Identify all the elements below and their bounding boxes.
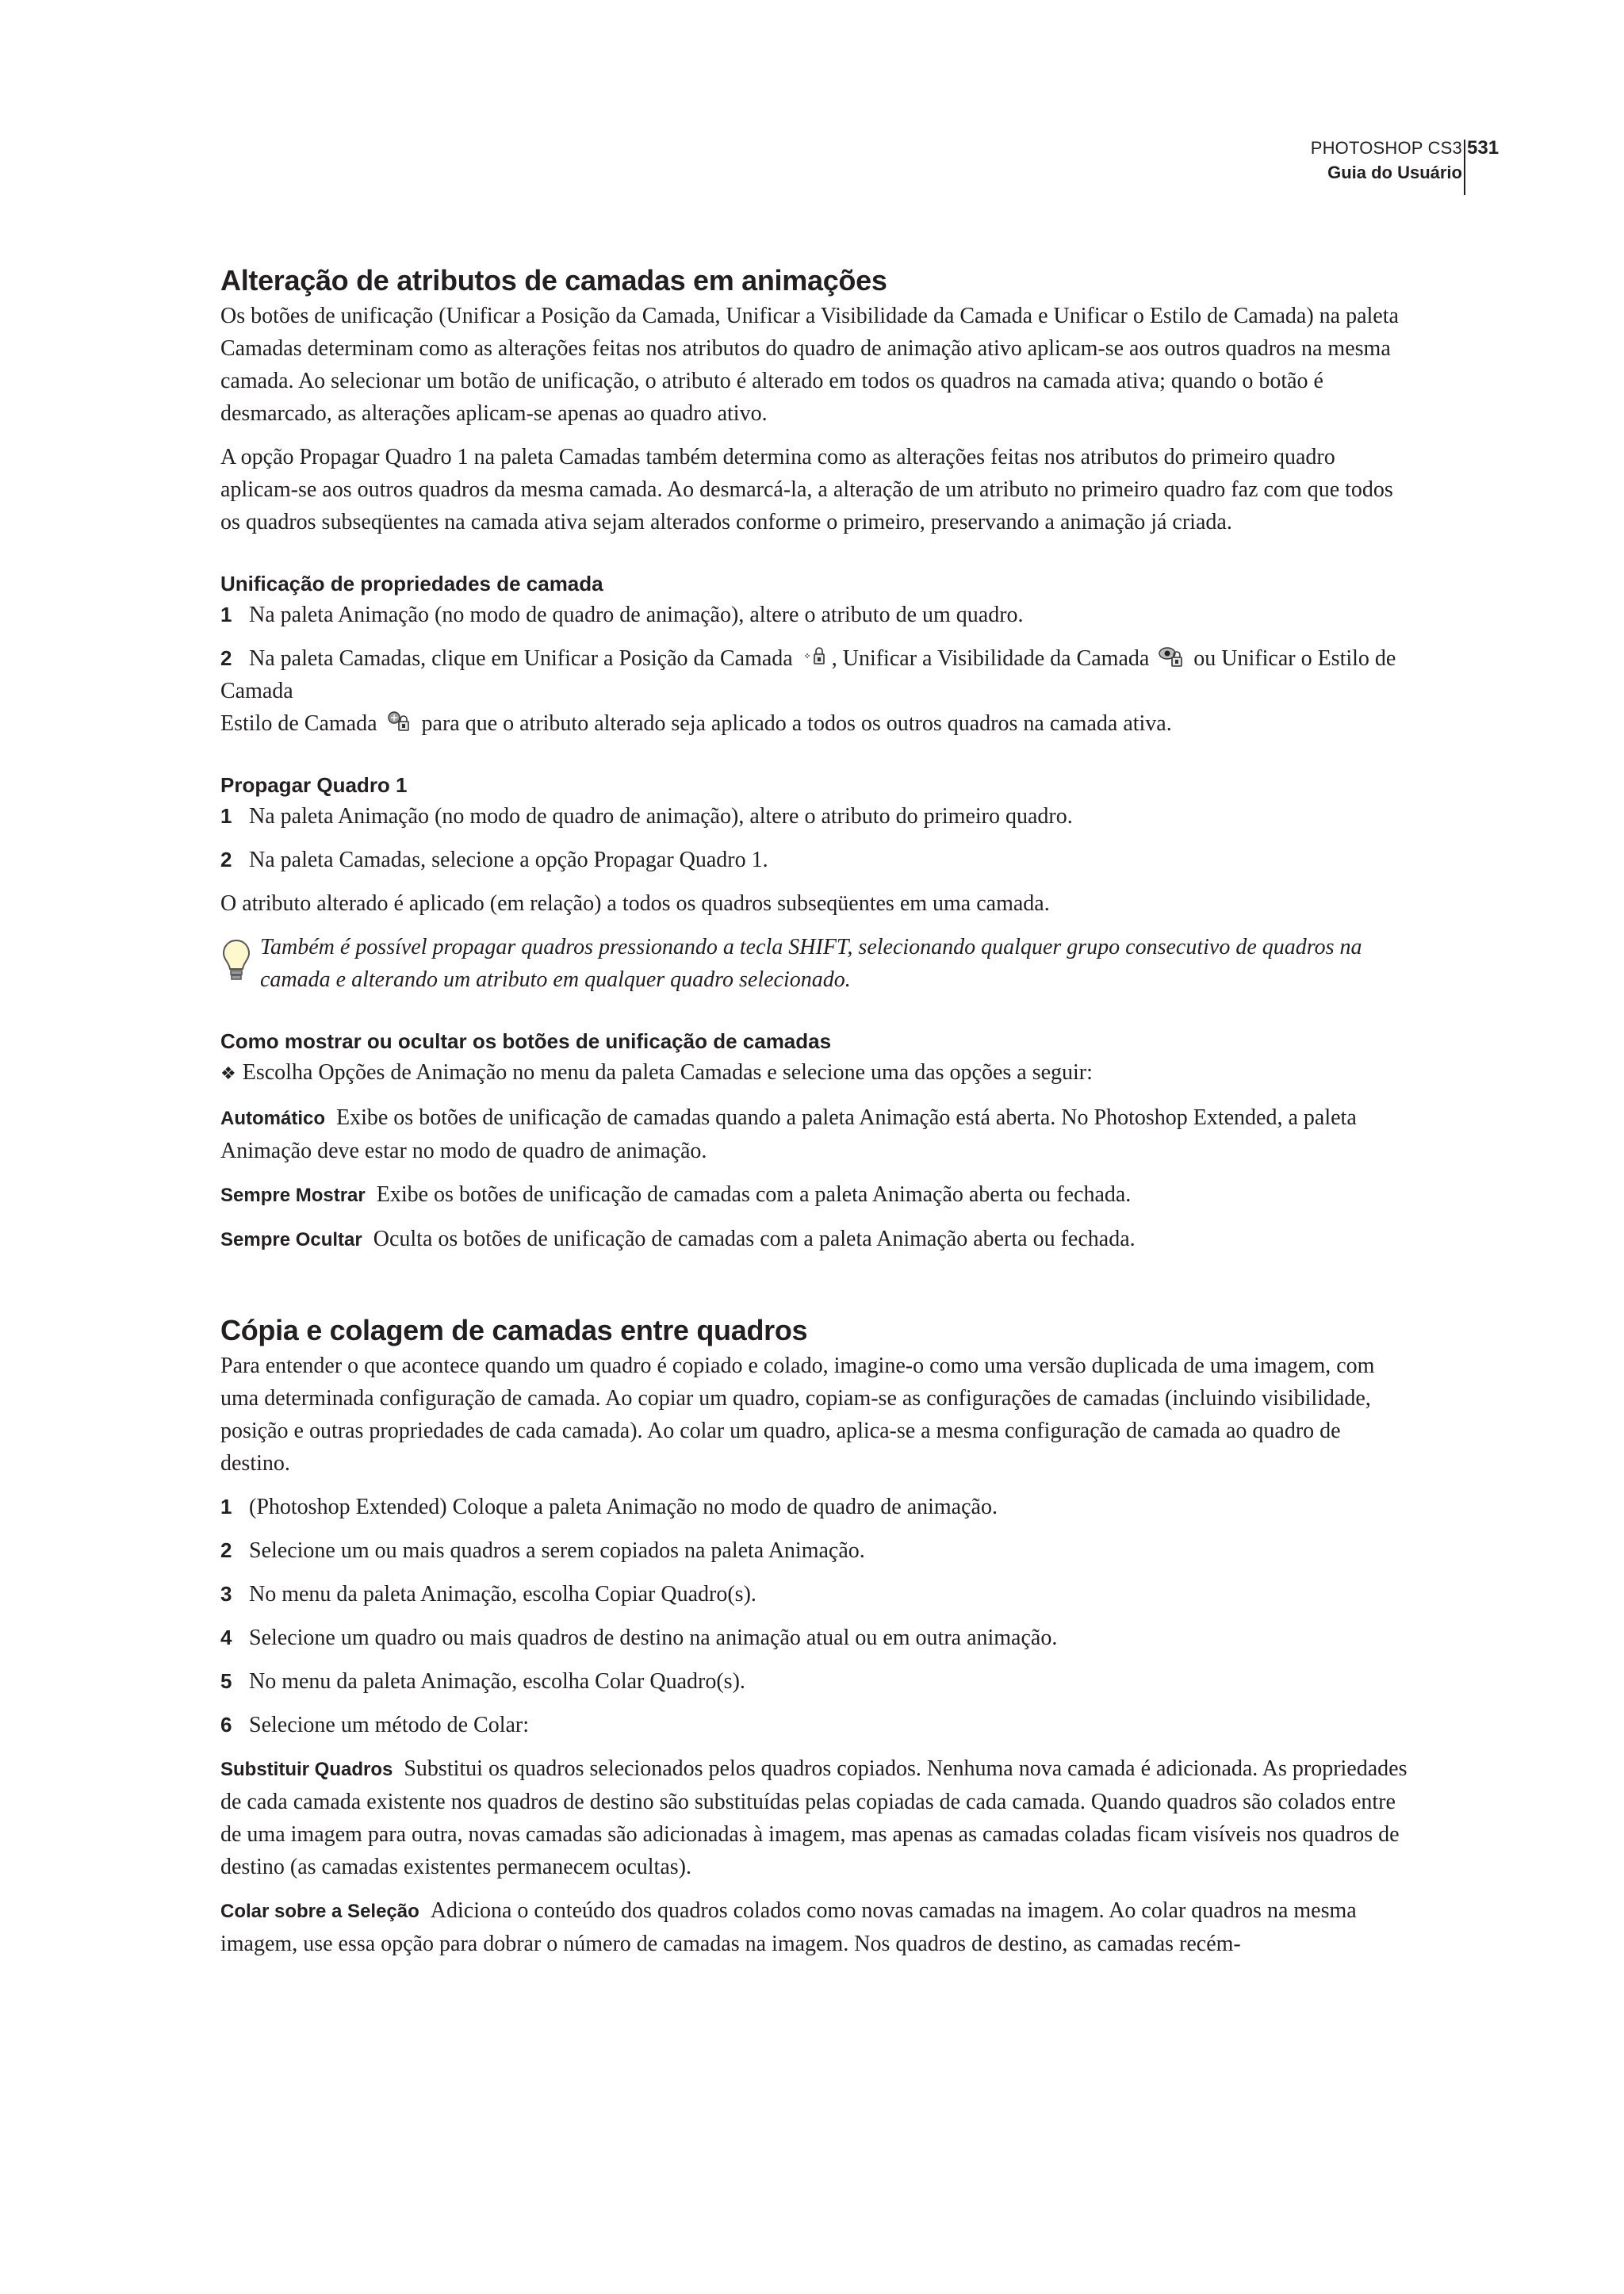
method-desc: Adiciona o conteúdo dos quadros colados como novas camadas na imagem. Ao colar quadros na mesma imagem, use essa opção para dobrar o número de camadas na imagem. Nos quadros de destino, as camadas recém- <box>220 1898 1357 1956</box>
lightbulb-icon <box>220 937 252 983</box>
step-number: 2 <box>220 848 232 871</box>
paragraph: Para entender o que acontece quando um quadro é copiado e colado, imagine-o como uma versão duplicada de uma imagem, com uma determinada configuração de camada. Ao copiar um quadro, copiam-se as configurações de camadas (incluindo visibilidade, posição e outras propriedades de cada camada). Ao colar um quadro, aplica-se a mesma configuração de camada ao quadro de destino. <box>220 1354 1375 1476</box>
option-desc: Exibe os botões de unificação de camadas com a paleta Animação aberta ou fechada. <box>376 1182 1132 1207</box>
step-number: 2 <box>220 646 232 670</box>
step-number: 1 <box>220 1495 232 1518</box>
instruction-text: Escolha Opções de Animação no menu da paleta Camadas e selecione uma das opções a seguir: <box>242 1060 1093 1085</box>
step <box>220 1709 1415 1741</box>
method-entry <box>220 1894 1415 1960</box>
step-text: No menu da paleta Animação, escolha Copiar Quadro(s). <box>249 1582 756 1607</box>
step-text: para que o atributo alterado seja aplicado a todos os outros quadros na camada ativa. <box>416 711 1172 736</box>
option-entry <box>220 1223 1415 1256</box>
step-number: 5 <box>220 1669 232 1693</box>
step <box>220 642 1415 740</box>
unify-position-icon <box>802 645 829 668</box>
step-text: Na paleta Animação (no modo de quadro de animação), altere o atributo de um quadro. <box>249 603 1024 627</box>
step-text: Selecione um quadro ou mais quadros de destino na animação atual ou em outra animação. <box>249 1626 1058 1650</box>
option-entry <box>220 1178 1415 1212</box>
step <box>220 800 1415 833</box>
subsection-heading: Unificação de propriedades de camada <box>220 572 603 596</box>
step-number: 1 <box>220 804 232 828</box>
method-term: Colar sobre a Seleção <box>220 1901 419 1922</box>
step-text: , Unificar a Visibilidade da Camada <box>831 646 1150 671</box>
method-term: Substituir Quadros <box>220 1759 393 1780</box>
step-text: Na paleta Camadas, clique em Unificar a Posição da Camada <box>249 646 793 671</box>
header-guide: Guia do Usuário <box>1327 163 1462 182</box>
step-number: 1 <box>220 603 232 626</box>
step-number: 4 <box>220 1626 232 1649</box>
option-entry <box>220 1101 1415 1167</box>
bullet-diamond-icon: ❖ <box>220 1064 236 1084</box>
paragraph: O atributo alterado é aplicado (em relação) a todos os quadros subseqüentes em uma camada. <box>220 891 1050 916</box>
method-desc: Substitui os quadros selecionados pelos quadros copiados. Nenhuma nova camada é adicionada. As propriedades de cada camada existente nos quadros de destino são substituídas pelas copiadas de cada camada. Quando quadros são colados entre de uma imagem para outra, novas camadas são adicionadas à imagem, mas apenas as camadas coladas ficam visíveis nos quadros de destino (as camadas existentes permanecem ocultas). <box>220 1756 1408 1879</box>
unify-style-icon <box>386 710 413 733</box>
page-number: 531 <box>1467 137 1500 159</box>
subsection-heading: Propagar Quadro 1 <box>220 773 408 797</box>
option-term: Sempre Ocultar <box>220 1229 362 1250</box>
unify-visibility-icon <box>1158 645 1185 668</box>
paragraph: Os botões de unificação (Unificar a Posição da Camada, Unificar a Visibilidade da Camada e Unificar o Estilo de Camada) na paleta Camadas determinam como as alterações feitas nos atributos do quadro de animação ativo aplicam-se aos outros quadros na mesma camada. Ao selecionar um botão de unificação, o atributo é alterado em todos os quadros na camada ativa; quando o botão é desmarcado, as alterações aplicam-se apenas ao quadro ativo. <box>220 304 1399 426</box>
step <box>220 844 1415 876</box>
option-term: Automático <box>220 1108 325 1129</box>
step-number: 6 <box>220 1713 232 1737</box>
section-title: Cópia e colagem de camadas entre quadros <box>220 1314 808 1346</box>
header-text <box>1311 136 1462 186</box>
step-text-continued: Estilo de Camada <box>220 711 377 736</box>
option-desc: Oculta os botões de unificação de camadas com a paleta Animação aberta ou fechada. <box>373 1227 1136 1251</box>
step-text: ou Unificar o Estilo de Camada <box>220 646 1396 703</box>
step-text: Na paleta Animação (no modo de quadro de animação), altere o atributo do primeiro quadro. <box>249 804 1073 829</box>
step-text: Na paleta Camadas, selecione a opção Propagar Quadro 1. <box>249 848 768 872</box>
tip-text: Também é possível propagar quadros pressionando a tecla SHIFT, selecionando qualquer grupo consecutivo de quadros na camada e alterando um atributo em qualquer quadro selecionado. <box>260 935 1362 992</box>
section-title: Alteração de atributos de camadas em animações <box>220 264 887 297</box>
tip-note <box>220 931 1415 996</box>
step-text: No menu da paleta Animação, escolha Colar Quadro(s). <box>249 1669 745 1694</box>
step <box>220 1491 1415 1523</box>
step-text: (Photoshop Extended) Coloque a paleta Animação no modo de quadro de animação. <box>249 1495 998 1519</box>
running-header <box>1221 136 1500 195</box>
step <box>220 1622 1415 1654</box>
option-desc: Exibe os botões de unificação de camadas quando a paleta Animação está aberta. No Photoshop Extended, a paleta Animação deve estar no modo de quadro de animação. <box>220 1105 1357 1163</box>
step <box>220 599 1415 631</box>
header-divider <box>1464 140 1465 195</box>
step-number: 2 <box>220 1538 232 1562</box>
page-content <box>220 262 1415 1960</box>
step <box>220 1665 1415 1698</box>
instruction <box>220 1056 1415 1090</box>
step-text: Selecione um método de Colar: <box>249 1713 530 1737</box>
step <box>220 1534 1415 1567</box>
option-term: Sempre Mostrar <box>220 1185 366 1206</box>
step <box>220 1578 1415 1610</box>
header-product: PHOTOSHOP CS3 <box>1310 138 1462 158</box>
paragraph: A opção Propagar Quadro 1 na paleta Camadas também determina como as alterações feitas nos atributos do primeiro quadro aplicam-se aos outros quadros da mesma camada. Ao desmarcá-la, a alteração de um atributo no primeiro quadro faz com que todos os quadros subseqüentes na camada ativa sejam alterados conforme o primeiro, preservando a animação já criada. <box>220 445 1393 534</box>
step-number: 3 <box>220 1582 232 1606</box>
method-entry <box>220 1752 1415 1883</box>
step-text: Selecione um ou mais quadros a serem copiados na paleta Animação. <box>249 1538 865 1563</box>
subsection-heading: Como mostrar ou ocultar os botões de unificação de camadas <box>220 1029 832 1053</box>
